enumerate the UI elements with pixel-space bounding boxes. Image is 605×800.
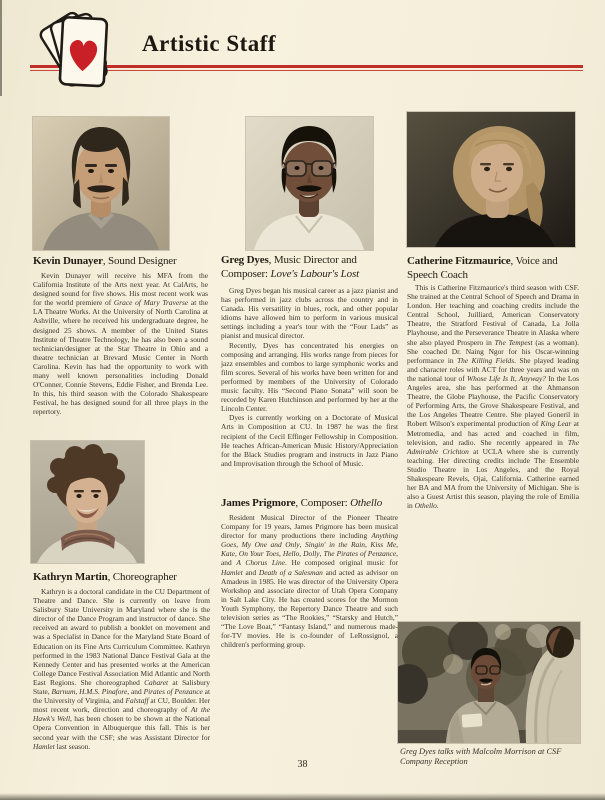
bio-greg-dyes: Greg Dyes began his musical career as a jazz pianist and has performed in jazz clubs across the country and in Canada. His versatility in blues, rock, and other popular idioms have allowed him to perform in various musical settings including a year's tour with the “Four Lads” as pianist and musical director. Recently, Dyes has concentrated his energies on composing and arranging. His works range from pieces for jazz ensembles and combos to large symphonic works and film scores. Several of his works have been written for and performed by members of the University of Colorado music faculty. His “Second Piano Sonata” will soon be recorded by Karen Hutchinson and performed by her at the Lincoln Center. Dyes is currently working on a Doctorate of Musical Arts in Composition at CU. In 1987 he was the first recipient of the Cecil Effinger Fellowship in Composition. He teaches African-American Music History/Appreciation for the Black Studies program and instructs in Jazz Piano and Improvisation through the School of Music. (221, 286, 398, 468)
photo-catherine-fitzmaurice (407, 112, 575, 247)
page-title: Artistic Staff (142, 31, 277, 56)
bio-kevin-dunayer: Kevin Dunayer will receive his MFA from the California Institute of the Arts next year. At CalArts, he designed sound for five shows. His most recent work was for the world premiere of Grace of Mary Traverse at the LA Theatre Works. At the University of North Carolina at Ashville, where he received his undergraduate degree, he designed 25 shows. A member of the United States Institute of Theatre Technology, he has also been a sound technician/designer at the Star Theatre in Ohio and a theatre technician at Brevard Music Center in North Carolina. Kevin has had the opportunity to work with many well known personalities including Donald O'Conner, Connie Stevens, Eddie Fisher, and Brenda Lee. In this, his third season with the Colorado Shakespeare Festival, he has designed sound for all three plays in the repertory. (33, 271, 208, 417)
staff-name: Kathryn Martin (33, 571, 108, 583)
scan-edge-left (0, 0, 2, 96)
scan-edge-shadow (0, 793, 605, 800)
staff-role: , Music Director and Composer: Love's Labour's Lost (221, 254, 360, 280)
staff-role: , Composer: Othello (295, 497, 383, 509)
staff-role: , Choreographer (107, 571, 177, 583)
heading-catherine-fitzmaurice (407, 255, 591, 282)
staff-name: Kevin Dunayer (33, 255, 103, 267)
bio-james-prigmore: Resident Musical Director of the Pioneer Theatre Company for 19 years, James Prigmore has been musical director for many productions there including Anything Goes, My One and Only, Singin' in the Rain, Kiss Me, Kate, On Your Toes, Hello, Dolly, The Pirates of Penzance, and A Chorus Line. He composed original music for Hamlet and Death of a Salesman and acted as advisor on Amadeus in 1985. He was director of the University Opera Workshop and associate director of Utah Opera Company in Salt Lake City. He has created scores for the Mormon Youth Symphony, the Repertory Dance Theatre and such television series as “The Rookies,” “Starsky and Hutch,” “The Love Boat,” “Fantasy Island,” and numerous made-for-TV movies. He is co-founder of LeRossignol, a children's performing group. (221, 513, 399, 650)
heading-kathryn-martin (33, 571, 211, 585)
playing-cards-heart-icon (22, 4, 122, 104)
staff-name: Catherine Fitzmaurice (407, 255, 511, 267)
photo-kevin-dunayer (33, 117, 169, 250)
staff-role: , Voice and Speech Coach (407, 255, 558, 281)
photo-kathryn-martin (31, 441, 144, 563)
page-number: 38 (297, 759, 308, 770)
staff-role: , Sound Designer (102, 255, 177, 267)
bio-kathryn-martin: Kathryn is a doctoral candidate in the CU Department of Theatre and Dance. She is currently on leave from Salisbury State University in Maryland where she is the director of the Dance Program and instructor of dance. She received an award to publish a booklet on movement and was a Specialist in Dance for the Maryland State Board of Education on its Fine Arts Curriculum Committee. Kathryn performed in the 1983 National Dance Festival Gala at the Kennedy Center and has presented works at the American College Dance Festival Association Mid Atlantic and North East Regions. She choreographed Cabaret at Salisbury State, Barnum, H.M.S. Pinafore, and Pirates of Penzance at the University of Virginia, and Falstaff at CU, Boulder. Her most recent work, direction and choreography of At the Hawk's Well, has been chosen to be shown at the National Opera Convention in Albuquerque this fall. This is her second year with the CSF; she was Assistant Director for Hamlet last season. (33, 587, 211, 751)
photo-caption: Greg Dyes talks with Malcolm Morrison at CSF Company Reception (400, 747, 562, 767)
heading-greg-dyes (221, 254, 391, 281)
photo-greg-dyes (246, 117, 373, 250)
heading-james-prigmore (221, 497, 405, 511)
heading-kevin-dunayer (33, 255, 211, 269)
bio-catherine-fitzmaurice: This is Catherine Fitzmaurice's third season with CSF. She trained at the Central School of Speech and Drama in London. Her teaching and coaching credits include the Central School, Juilliard, American Conservatory Theatre, the Stratford Festival of Canada, La Jolla Playhouse, and the Perseverance Theatre in Alaska where she also played Prospero in The Tempest (as a woman). She coached Dr. Naing Ngor for his Oscar-winning performance in The Killing Fields. She played leading and character roles with ACT for three years and was on the national tour of Whose Life Is It, Anyway? In the Los Angeles area, she has performed at the Ahmanson Theatre, the Globe Playhouse, the Pacific Conservatory of Performing Arts, the Grove Shakespeare Festival, and the Los Angeles Theatre Centre. She played Goneril in Robert Wilson's experimental production of King Lear at Metromedia, and has acted and coached in film, television, and radio. She recently appeared in The Admirable Crichton at UCLA where she is currently teaching. Her directing credits include The Ensemble Studio Theatre in Los Angeles, and the Royal Shakespeare Revels, Ojai, California. Catherine earned her BA and MA from the University of Michigan. She is also a Guest Artist this season, playing the role of Emilia in Othello. (407, 283, 579, 511)
photo-greg-dyes-malcolm-morrison (398, 622, 580, 743)
staff-name: Greg Dyes (221, 254, 269, 266)
staff-name: James Prigmore (221, 497, 296, 509)
